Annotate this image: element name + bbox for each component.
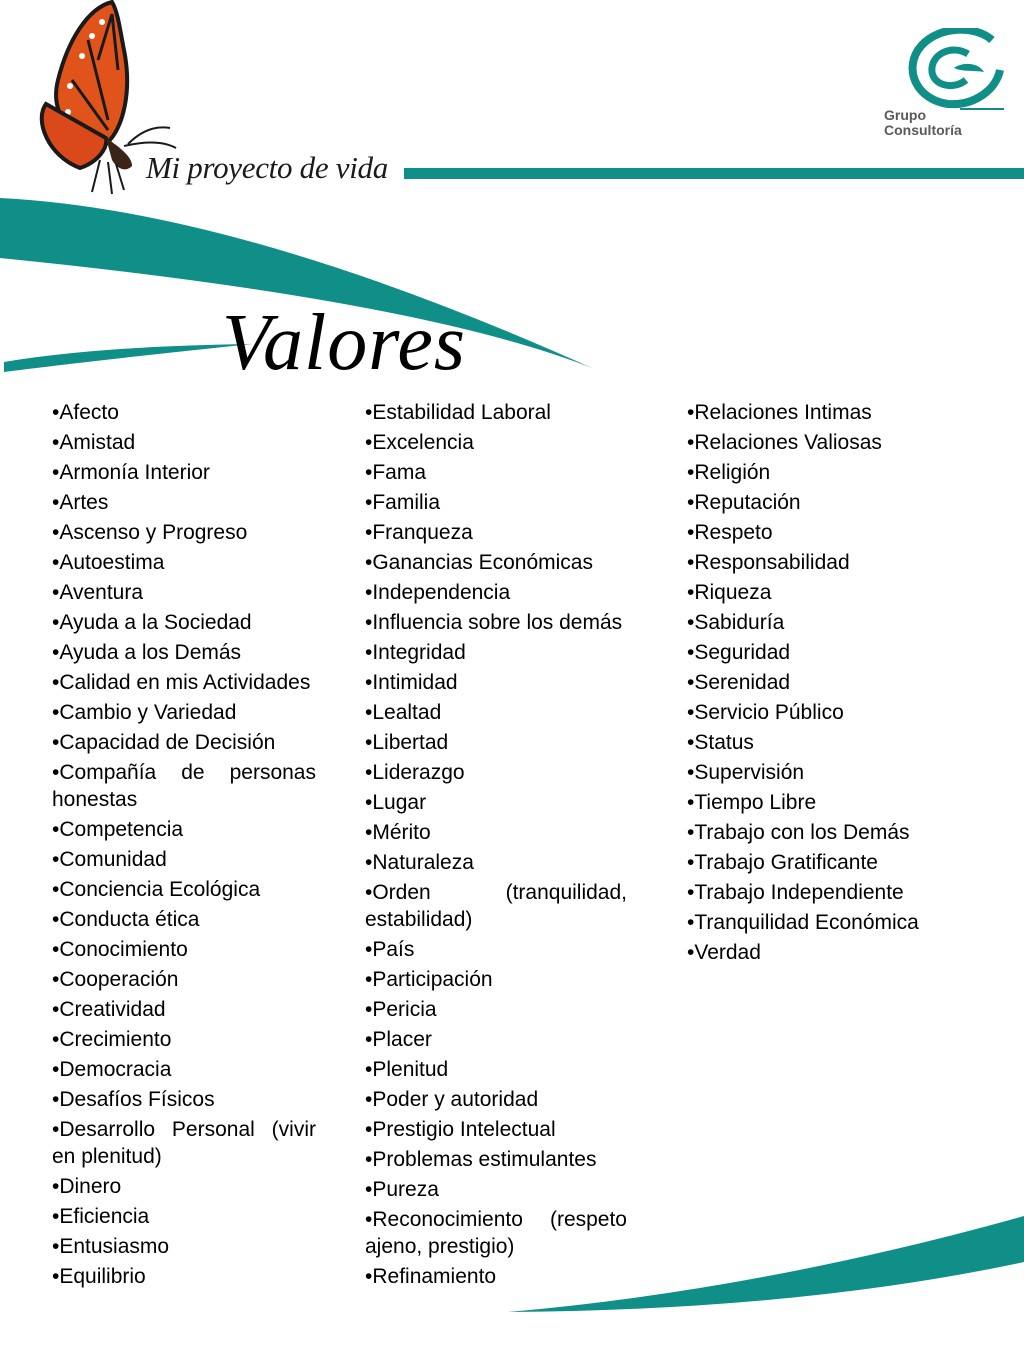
value-item: •Responsabilidad (687, 551, 850, 574)
value-item: •Amistad (52, 431, 136, 454)
value-item: •Respeto (687, 521, 773, 544)
value-item: •Estabilidad Laboral (365, 401, 551, 424)
value-item: •Desarrollo Personal (vivir en plenitud) (52, 1118, 316, 1168)
value-item: •Trabajo Gratificante (687, 851, 878, 874)
value-item: •Fama (365, 461, 427, 484)
value-item: •Sabiduría (687, 611, 785, 634)
values-column-1 (52, 398, 316, 1292)
value-item: •Dinero (52, 1175, 122, 1198)
value-item: •Lealtad (365, 701, 442, 724)
value-item: •Ascenso y Progreso (52, 521, 248, 544)
value-item: •Poder y autoridad (365, 1088, 539, 1111)
value-item: •Trabajo Independiente (687, 881, 904, 904)
value-item: •Reputación (687, 491, 801, 514)
mid-left-swoosh (4, 344, 252, 372)
value-item: •Serenidad (687, 671, 791, 694)
value-item: •Libertad (365, 731, 449, 754)
value-item: •Independencia (365, 581, 511, 604)
value-item: •Crecimiento (52, 1028, 172, 1051)
value-item: •Tiempo Libre (687, 791, 817, 814)
value-item: •Servicio Público (687, 701, 844, 724)
value-item: •Cooperación (52, 968, 179, 991)
value-item: •Ganancias Económicas (365, 551, 593, 574)
value-item: •Familia (365, 491, 441, 514)
value-item: •Placer (365, 1028, 432, 1051)
value-item: •Orden (tranquilidad, estabilidad) (365, 881, 627, 931)
value-item: •Influencia sobre los demás (365, 611, 623, 634)
value-item: •Armonía Interior (52, 461, 210, 484)
value-item: •Naturaleza (365, 851, 474, 874)
page-subtitle: Mi proyecto de vida (146, 150, 388, 185)
value-item: •Pureza (365, 1178, 439, 1201)
value-item: •País (365, 938, 415, 961)
logo-spiral-icon (904, 28, 1004, 110)
value-item: •Franqueza (365, 521, 473, 544)
value-item: •Comunidad (52, 848, 167, 871)
value-item: •Lugar (365, 791, 427, 814)
value-item: •Capacidad de Decisión (52, 731, 276, 754)
value-item: •Ayuda a la Sociedad (52, 611, 252, 634)
value-item: •Religión (687, 461, 771, 484)
value-item: •Entusiasmo (52, 1235, 170, 1258)
value-item: •Eficiencia (52, 1205, 150, 1228)
value-item: •Seguridad (687, 641, 791, 664)
header-band (404, 168, 1024, 179)
value-item: •Equilibrio (52, 1265, 146, 1288)
value-item: •Trabajo con los Demás (687, 821, 910, 844)
value-item: •Verdad (687, 941, 761, 964)
value-item: •Relaciones Intimas (687, 401, 872, 424)
value-item: •Democracia (52, 1058, 172, 1081)
value-item: •Participación (365, 968, 493, 991)
value-item: •Autoestima (52, 551, 165, 574)
logo-line-1: Grupo (884, 107, 926, 123)
values-column-3 (687, 398, 1007, 968)
value-item: •Supervisión (687, 761, 805, 784)
value-item: •Problemas estimulantes (365, 1148, 597, 1171)
values-column-2 (365, 398, 627, 1292)
value-item: •Conducta ética (52, 908, 200, 931)
grupo-consultoria-logo (876, 28, 1012, 146)
value-item: •Status (687, 731, 754, 754)
value-item: •Mérito (365, 821, 431, 844)
value-item: •Calidad en mis Actividades (52, 671, 311, 694)
value-item: •Artes (52, 491, 109, 514)
value-item: •Conciencia Ecológica (52, 878, 261, 901)
value-item: •Liderazgo (365, 761, 465, 784)
value-item: •Reconocimiento (respeto ajeno, prestigio) (365, 1208, 627, 1258)
value-item: •Prestigio Intelectual (365, 1118, 556, 1141)
value-item: •Aventura (52, 581, 144, 604)
value-item: •Ayuda a los Demás (52, 641, 242, 664)
value-item: •Afecto (52, 401, 119, 424)
value-item: •Creatividad (52, 998, 166, 1021)
value-item: •Pericia (365, 998, 437, 1021)
value-item: •Relaciones Valiosas (687, 431, 882, 454)
value-item: •Integridad (365, 641, 466, 664)
value-item: •Intimidad (365, 671, 458, 694)
value-item: •Compañía de personas honestas (52, 761, 316, 811)
value-item: •Excelencia (365, 431, 474, 454)
value-item: •Plenitud (365, 1058, 449, 1081)
value-item: •Competencia (52, 818, 184, 841)
logo-line-2: Consultoría (884, 122, 962, 138)
value-item: •Desafíos Físicos (52, 1088, 215, 1111)
value-item: •Refinamiento (365, 1265, 497, 1288)
value-item: •Cambio y Variedad (52, 701, 237, 724)
value-item: •Tranquilidad Económica (687, 911, 919, 934)
value-item: •Riqueza (687, 581, 772, 604)
page-title: Valores (222, 299, 467, 387)
value-item: •Conocimiento (52, 938, 188, 961)
